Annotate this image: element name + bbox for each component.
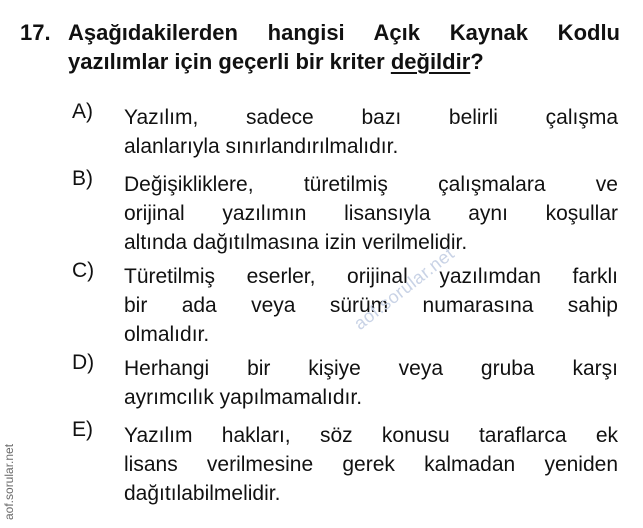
option-line: olmalıdır. xyxy=(124,323,210,346)
option-line: Herhangi bir kişiye veya gruba karşı xyxy=(124,357,618,380)
option-letter: A) xyxy=(72,100,93,123)
option-letter: C) xyxy=(72,259,95,282)
option-letter: B) xyxy=(72,167,93,190)
option-text xyxy=(124,103,618,161)
question-text-main: Aşağıdakilerden hangisi Açık Kaynak Kodlu yazılımlar için geçerli bir kriter xyxy=(68,20,620,74)
question-text-end: ? xyxy=(470,49,484,74)
question-text-emphasis: değildir xyxy=(390,49,471,74)
option-text xyxy=(124,354,618,412)
option-line: lisans verilmesine gerek kalmadan yeniden xyxy=(124,453,618,476)
option-letter: D) xyxy=(72,351,95,374)
option-line: Değişikliklere, türetilmiş çalışmalara ve xyxy=(124,173,618,196)
option-letter: E) xyxy=(72,418,93,441)
option-line: alanlarıyla sınırlandırılmalıdır. xyxy=(124,135,399,158)
option-line: ayrımcılık yapılmamalıdır. xyxy=(124,386,363,409)
watermark-side: aof.sorular.net xyxy=(2,443,16,520)
option-line: Türetilmiş eserler, orijinal yazılımdan farklı xyxy=(124,265,618,288)
option-text xyxy=(124,170,618,257)
option-line: bir ada veya sürüm numarasına sahip xyxy=(124,294,618,317)
option-line: dağıtılabilmelidir. xyxy=(124,482,281,505)
question-text xyxy=(68,18,620,76)
option-text xyxy=(124,421,618,508)
option-line: orijinal yazılımın lisansıyla aynı koşullar xyxy=(124,202,618,225)
question-number: 17. xyxy=(20,20,51,45)
option-line: Yazılım hakları, söz konusu taraflarca ek xyxy=(124,424,618,447)
option-line: altında dağıtılmasına izin verilmelidir. xyxy=(124,231,468,254)
watermark-diagonal: aof.sorular.net xyxy=(350,243,459,334)
option-line: Yazılım, sadece bazı belirli çalışma xyxy=(124,106,618,129)
